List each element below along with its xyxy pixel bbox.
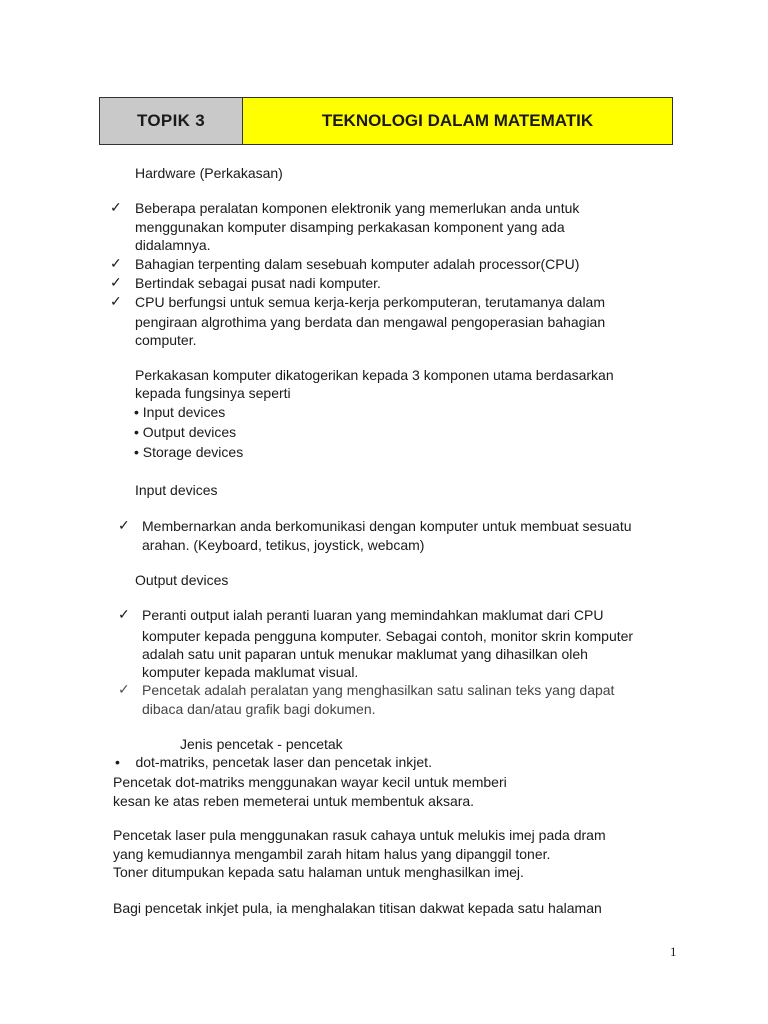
output-item-2-line-1: Pencetak adalah peralatan yang menghasilkan satu salinan teks yang dapat [142, 682, 615, 698]
component-item: • Input devices [134, 404, 226, 420]
hardware-item-4-line-2: pengiraan algrothima yang berdata dan mengawal pengoperasian bahagian [135, 314, 606, 330]
hardware-heading: Hardware (Perkakasan) [135, 165, 283, 181]
check-icon: ✓ [118, 606, 130, 622]
check-icon: ✓ [118, 681, 130, 697]
output-item-1-line-4: komputer kepada maklumat visual. [142, 664, 359, 680]
hardware-item-4-line-3: computer. [135, 332, 197, 348]
input-devices-heading: Input devices [135, 482, 218, 498]
component-label: Output devices [142, 424, 237, 440]
component-item: • Storage devices [134, 444, 244, 460]
components-intro-line-2: kepada fungsinya seperti [135, 385, 291, 401]
check-icon: ✓ [110, 293, 122, 309]
laser-line-1: Pencetak laser pula menggunakan rasuk cahaya untuk melukis imej pada dram [113, 827, 606, 843]
printer-types-text: dot-matriks, pencetak laser dan pencetak inkjet. [135, 754, 432, 770]
hardware-item-1-line-3: didalamnya. [135, 237, 211, 253]
hardware-item-3: Bertindak sebagai pusat nadi komputer. [135, 275, 381, 291]
laser-line-2: yang kemudiannya mengambil zarah hitam halus yang dipanggil toner. [113, 846, 551, 862]
component-label: Input devices [142, 404, 226, 420]
laser-line-3: Toner ditumpukan kepada satu halaman untuk menghasilkan imej. [113, 864, 524, 880]
input-devices-item-line-2: arahan. (Keyboard, tetikus, joystick, webcam) [142, 537, 425, 553]
hardware-item-4-line-1: CPU berfungsi untuk semua kerja-kerja perkomputeran, terutamanya dalam [135, 294, 606, 310]
check-icon: ✓ [110, 255, 122, 271]
output-devices-heading: Output devices [135, 572, 229, 588]
check-icon: ✓ [110, 199, 122, 215]
dot-matrix-line-2: kesan ke atas reben memeterai untuk membentuk aksara. [113, 793, 475, 809]
component-label: Storage devices [142, 444, 244, 460]
output-item-2-line-2: dibaca dan/atau grafik bagi dokumen. [142, 701, 376, 717]
input-devices-item-line-1: Membernarkan anda berkomunikasi dengan komputer untuk membuat sesuatu [142, 518, 632, 534]
components-intro-line-1: Perkakasan komputer dikatogerikan kepada 3 komponen utama berdasarkan [135, 367, 614, 383]
topic-label: TOPIK 3 [100, 98, 243, 144]
output-item-1-line-3: adalah satu unit paparan untuk menukar maklumat yang dihasilkan oleh [142, 646, 588, 662]
output-item-1-line-1: Peranti output ialah peranti luaran yang memindahkan maklumat dari CPU [142, 607, 604, 623]
topic-title: TEKNOLOGI DALAM MATEMATIK [243, 98, 672, 144]
hardware-item-1-line-2: menggunakan komputer disamping perkakasan komponent yang ada [135, 219, 565, 235]
check-icon: ✓ [110, 274, 122, 290]
dot-matrix-line-1: Pencetak dot-matriks menggunakan wayar kecil untuk memberi [113, 774, 507, 790]
hardware-item-2: Bahagian terpenting dalam sesebuah komputer adalah processor(CPU) [135, 256, 580, 272]
page-number: 1 [670, 944, 677, 959]
inkjet-line-1: Bagi pencetak inkjet pula, ia menghalakan titisan dakwat kepada satu halaman [113, 900, 602, 916]
output-item-1-line-2: komputer kepada pengguna komputer. Sebagai contoh, monitor skrin komputer [142, 628, 634, 644]
printer-types-bullet: • dot-matriks, pencetak laser dan pencetak inkjet. [115, 754, 432, 770]
check-icon: ✓ [118, 517, 130, 533]
topic-header [99, 97, 673, 145]
printer-types-heading: Jenis pencetak - pencetak [180, 736, 343, 752]
component-item: • Output devices [134, 424, 237, 440]
hardware-item-1-line-1: Beberapa peralatan komponen elektronik yang memerlukan anda untuk [135, 200, 580, 216]
